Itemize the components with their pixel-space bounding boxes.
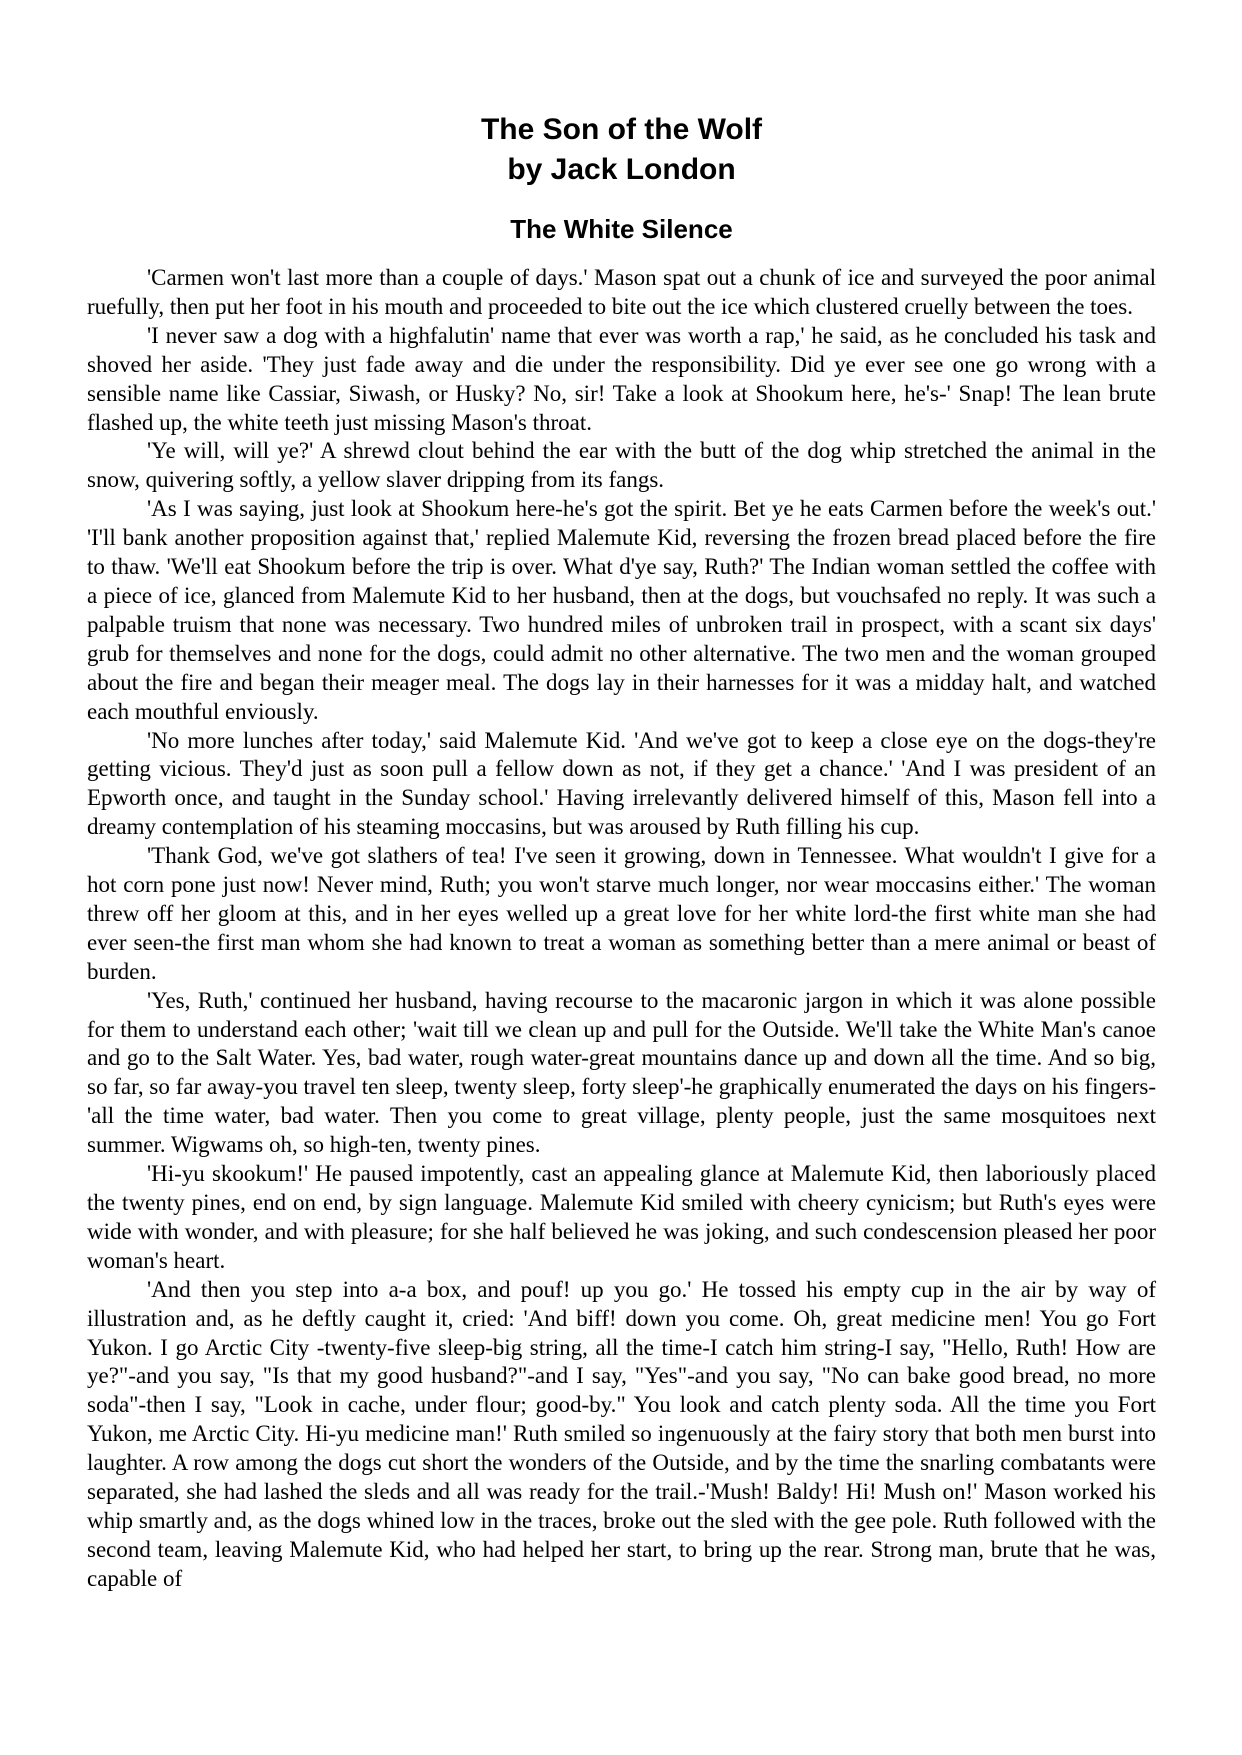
paragraph: 'Ye will, will ye?' A shrewd clout behind the ear with the butt of the dog whip stretched the animal in the snow, quivering softly, a yellow slaver dripping from its fangs. [87,438,1156,493]
paragraph: 'And then you step into a-a box, and pouf! up you go.' He tossed his empty cup in the air by way of illustration and, as he deftly caught it, cried: 'And biff! down you come. Oh, great medicine men! You go Fort Yukon. I go Arctic City -twenty-five sleep-big string, all the time-I catch him string-I say, "Hello, Ruth! How are ye?"-and you say, "Is that my good husband?"-and I say, "Yes"-and you say, "No can bake good bread, no more soda"-then I say, "Look in cache, under flour; good-by." You look and catch plenty soda. All the time you Fort Yukon, me Arctic City. Hi-yu medicine man!' Ruth smiled so ingenuously at the fairy story that both men burst into laughter. A row among the dogs cut short the wonders of the Outside, and by the time the snarling combatants were separated, she had lashed the sleds and all was ready for the trail.-'Mush! Baldy! Hi! Mush on!' Mason worked his whip smartly and, as the dogs whined low in the traces, broke out the sled with the gee pole. Ruth followed with the second team, leaving Malemute Kid, who had helped her start, to bring up the rear. Strong man, brute that he was, capable of [87,1276,1156,1591]
book-author: by Jack London [507,153,736,186]
paragraph: 'I never saw a dog with a highfalutin' name that ever was worth a rap,' he said, as he concluded his task and shoved her aside. 'They just fade away and die under the responsibility. Did ye ever see one go wrong with a sensible name like Cassiar, Siwash, or Husky? No, sir! Take a look at Shookum here, he's-' Snap! The lean brute flashed up, the white teeth just missing Mason's throat. [87,322,1156,435]
paragraph: 'No more lunches after today,' said Malemute Kid. 'And we've got to keep a close eye on the dogs-they're getting vicious. They'd just as soon pull a fellow down as not, if they get a chance.' 'And I was president of an Epworth once, and taught in the Sunday school.' Having irrelevantly delivered himself of this, Mason fell into a dreamy contemplation of his steaming moccasins, but was aroused by Ruth filling his cup. [87,727,1156,840]
chapter-title: The White Silence [510,214,733,244]
paragraph: 'Hi-yu skookum!' He paused impotently, cast an appealing glance at Malemute Kid, then laboriously placed the twenty pines, end on end, by sign language. Malemute Kid smiled with cheery cynicism; but Ruth's eyes were wide with wonder, and with pleasure; for she half believed he was joking, and such condescension pleased her poor woman's heart. [87,1161,1156,1273]
document-page [87,110,1156,1594]
chapter-body [87,264,1156,1594]
paragraph: 'Carmen won't last more than a couple of days.' Mason spat out a chunk of ice and surveyed the poor animal ruefully, then put her foot in his mouth and proceeded to bite out the ice which clustered cruelly between the toes. [87,265,1156,319]
book-title: The Son of the Wolf [480,113,763,146]
paragraph: 'Thank God, we've got slathers of tea! I've seen it growing, down in Tennessee. What wouldn't I give for a hot corn pone just now! Never mind, Ruth; you won't starve much longer, nor wear moccasins either.' The woman threw off her gloom at this, and in her eyes welled up a great love for her white lord-the first white man she had ever seen-the first man whom she had known to treat a woman as something better than a mere animal or beast of burden. [87,843,1156,984]
paragraph: 'Yes, Ruth,' continued her husband, having recourse to the macaronic jargon in which it was alone possible for them to understand each other; 'wait till we clean up and pull for the Outside. We'll take the White Man's canoe and go to the Salt Water. Yes, bad water, rough water-great mountains dance up and down all the time. And so big, so far, so far away-you travel ten sleep, twenty sleep, forty sleep'-he graphically enumerated the days on his fingers-'all the time water, bad water. Then you come to great village, plenty people, just the same mosquitoes next summer. Wigwams oh, so high-ten, twenty pines. [87,987,1156,1158]
paragraph: 'As I was saying, just look at Shookum here-he's got the spirit. Bet ye he eats Carmen before the week's out.' 'I'll bank another proposition against that,' replied Malemute Kid, reversing the frozen bread placed before the fire to thaw. 'We'll eat Shookum before the trip is over. What d'ye say, Ruth?' The Indian woman settled the coffee with a piece of ice, glanced from Malemute Kid to her husband, then at the dogs, but vouchsafed no reply. It was such a palpable truism that none was necessary. Two hundred miles of unbroken trail in prospect, with a scant six days' grub for themselves and none for the dogs, could admit no other alternative. The two men and the woman grouped about the fire and began their meager meal. The dogs lay in their harnesses for it was a midday halt, and watched each mouthful enviously. [87,496,1156,724]
title-block [87,110,1156,190]
